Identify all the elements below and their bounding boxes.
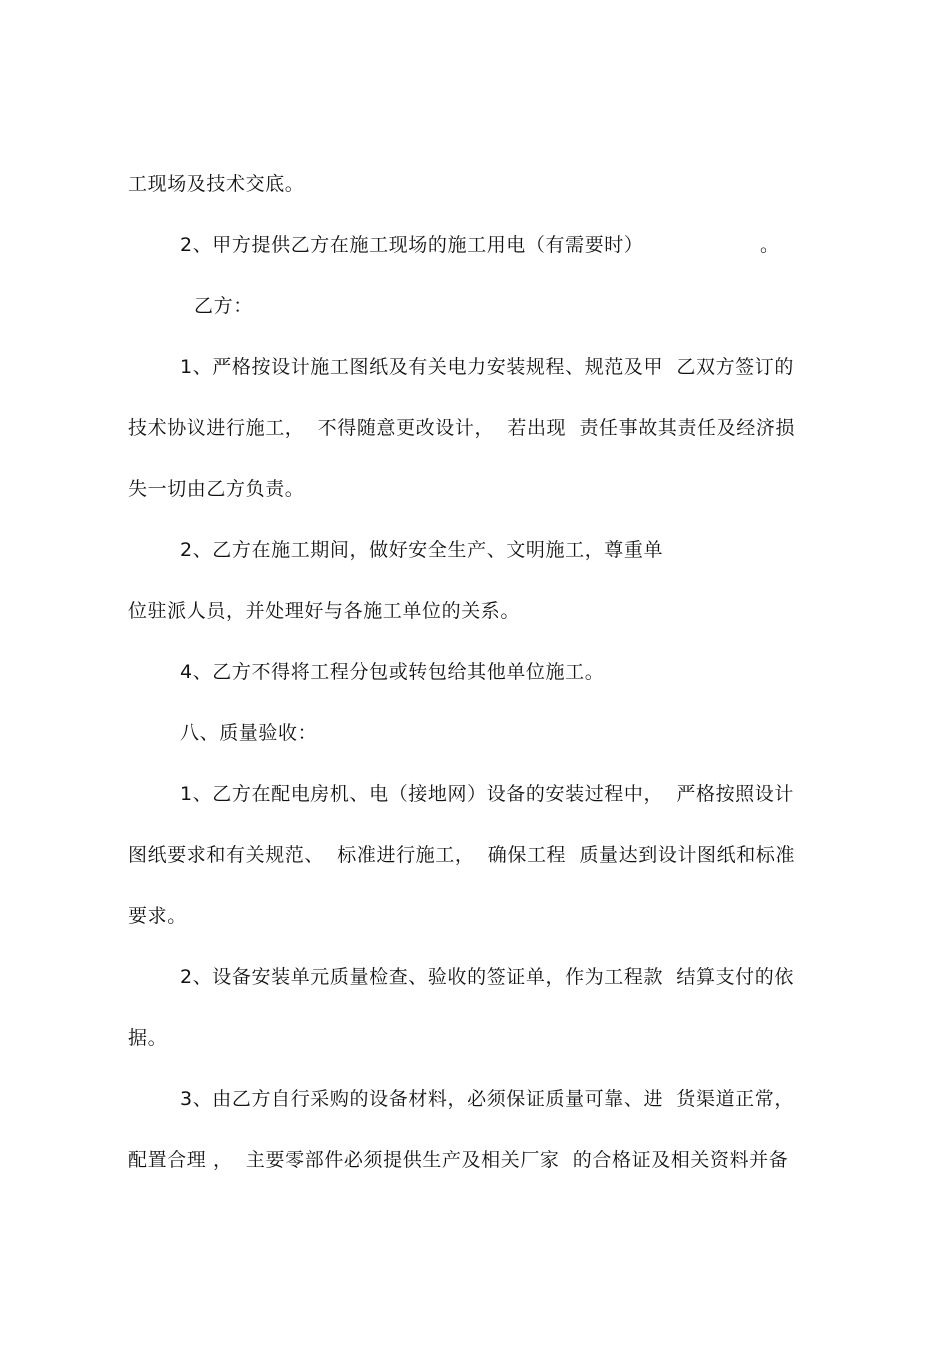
text-line-9: 4、乙方不得将工程分包或转包给其他单位施工。 (180, 661, 605, 683)
text-line-2-period: 。 (760, 234, 780, 256)
text-line-6: 失一切由乙方负责。 (128, 478, 305, 500)
section-heading-party-b: 乙方： (194, 295, 253, 317)
text-line-15: 据。 (128, 1027, 168, 1049)
text-line-4: 1、严格按设计施工图纸及有关电力安装规程、规范及甲 乙双方签订的 (180, 356, 794, 378)
text-line-8: 位驻派人员，并处理好与各施工单位的关系。 (128, 600, 521, 622)
text-line-1: 工现场及技术交底。 (128, 173, 305, 195)
text-line-12: 图纸要求和有关规范、 标准进行施工， 确保工程 质量达到设计图纸和标准 (128, 844, 796, 866)
text-line-11: 1、乙方在配电房机、电（接地网）设备的安装过程中， 严格按照设计 (180, 783, 794, 805)
text-line-2: 2、甲方提供乙方在施工现场的施工用电（有需要时） (180, 234, 644, 256)
text-line-14: 2、设备安装单元质量检查、验收的签证单，作为工程款 结算支付的依 (180, 966, 794, 988)
text-line-7: 2、乙方在施工期间，做好安全生产、文明施工，尊重单 (180, 539, 664, 561)
text-line-16: 3、由乙方自行采购的设备材料，必须保证质量可靠、进 货渠道正常， (180, 1088, 794, 1110)
text-line-13: 要求。 (128, 905, 187, 927)
section-heading-quality-acceptance: 八、质量验收： (180, 722, 318, 744)
text-line-17: 配置合理 ， 主要零部件必须提供生产及相关厂家 的合格证及相关资料并备 (128, 1149, 789, 1171)
text-line-5: 技术协议进行施工， 不得随意更改设计， 若出现 责任事故其责任及经济损 (128, 417, 796, 439)
